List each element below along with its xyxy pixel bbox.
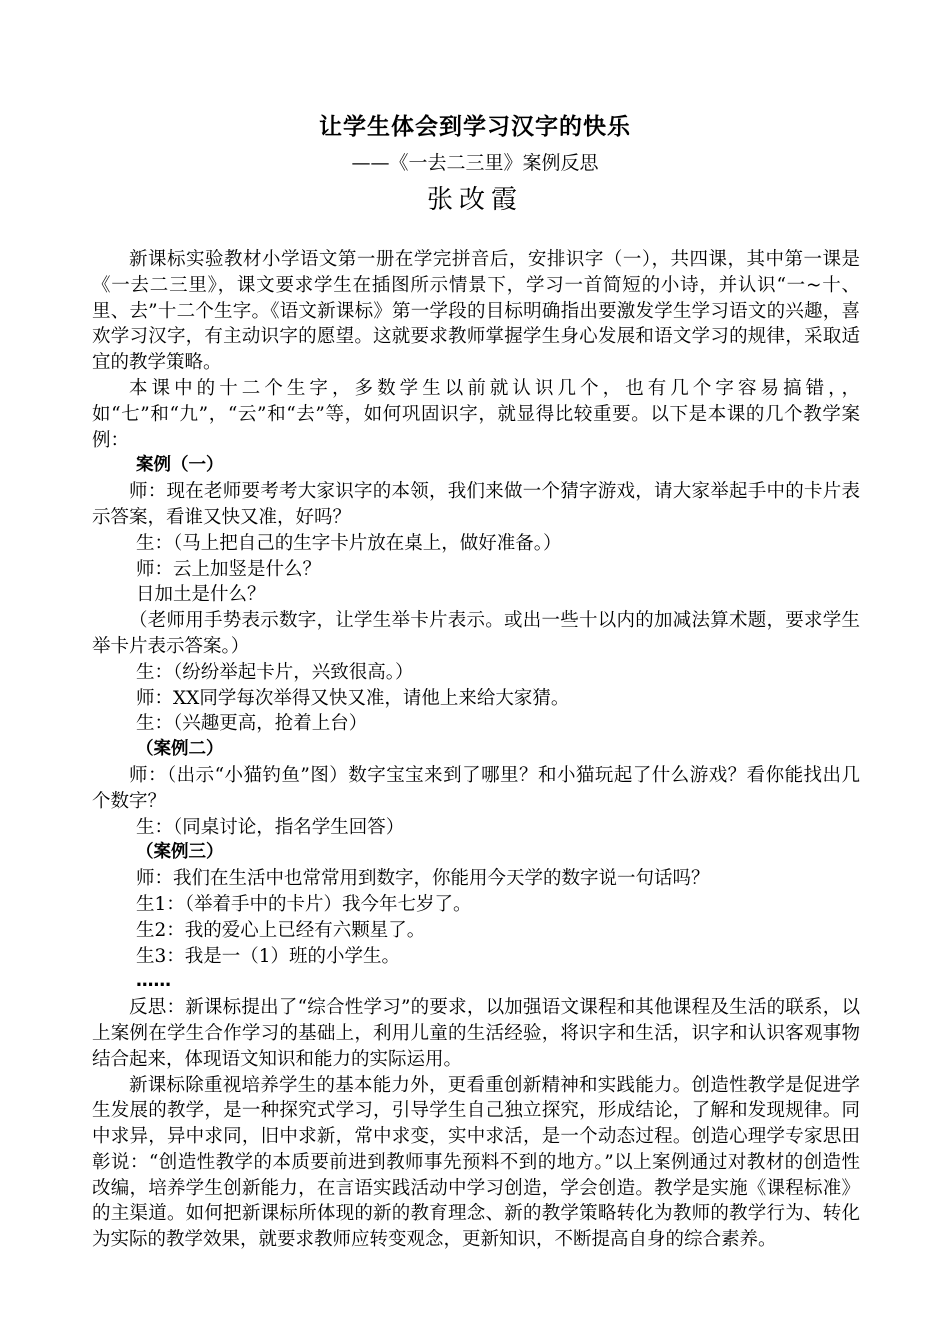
dialogue-line: 师：我们在生活中也常常用到数字，你能用今天学的数字说一句话吗？ (136, 868, 710, 890)
dialogue-line: 师：现在老师要考考大家识字的本领，我们来做一个猜字游戏，请大家举起手中的卡片表示答案，看谁又快又准，好吗？ (92, 481, 860, 528)
dialogue-line: 师：（出示“小猫钓鱼”图）数字宝宝来到了哪里？和小猫玩起了什么游戏？看你能找出几个数字？ (92, 764, 860, 812)
paragraph-reflection: 反思：新课标提出了“综合性学习”的要求，以加强语文课程和其他课程及生活的联系，以上案例在学生合作学习的基础上，利用儿童的生活经验，将识字和生活，识字和认识客观事物结合起来，体现语文知识和能力的实际运用。 (92, 997, 860, 1070)
dialogue-line: 生：（马上把自己的生字卡片放在桌上，做好准备。） (136, 532, 562, 554)
author-name: 张改霞 (426, 185, 523, 215)
document-body (92, 247, 860, 1253)
case-heading-3: （案例三） (136, 842, 224, 863)
case-heading-2: （案例二） (136, 739, 224, 760)
dialogue-line: 生3：我是一（1）班的小学生。 (136, 945, 401, 967)
dialogue-line: 生1：（举着手中的卡片）我今年七岁了。 (136, 893, 472, 915)
dialogue-line: 生：（兴趣更高，抢着上台） (136, 713, 368, 735)
paragraph-context: 本课中的十二个生字，多数学生以前就认识几个，也有几个字容易搞错，，如“七”和“九”，“云”和“去”等，如何巩固识字，就显得比较重要。以下是本课的几个教学案例： (92, 377, 860, 451)
document-title: 让学生体会到学习汉字的快乐 (319, 114, 631, 140)
paragraph-conclusion: 新课标除重视培养学生的基本能力外，更看重创新精神和实践能力。创造性教学是促进学生发展的教学，是一种探究式学习，引导学生自己独立探究，形成结论，了解和发现规律。同中求异，异中求同，旧中求新，常中求变，实中求活，是一个动态过程。创造心理学专家思田彰说：“创造性教学的本质要前进到教师事先预料不到的地方。”以上案例通过对教材的创造性改编，培养学生创新能力，在言语实践活动中学习创造，学会创造。教学是实施《课程标准》的主渠道。如何把新课标所体现的新的教育理念、新的教学策略转化为教师的教学行为、转化为实际的教学效果，就要求教师应转变观念，更新知识，不断提高自身的综合素养。 (92, 1074, 860, 1251)
document-subtitle: ——《一去二三里》案例反思 (351, 152, 599, 174)
dialogue-line: 日加土是什么？ (136, 584, 266, 606)
case-heading-1: 案例（一） (136, 455, 224, 476)
ellipsis: …… (136, 971, 171, 992)
dialogue-line: 师：XX同学每次举得又快又准，请他上来给大家猜。 (136, 687, 570, 709)
dialogue-line: 师：云上加竖是什么？ (136, 558, 322, 580)
paragraph-intro: 新课标实验教材小学语文第一册在学完拼音后，安排识字（一），共四课，其中第一课是《一去二三里》，课文要求学生在插图所示情景下，学习一首简短的小诗，并认识“一~十、里、去”十二个生字。《语文新课标》第一学段的目标明确指出要激发学生学习语文的兴趣，喜欢学习汉字，有主动识字的愿望。这就要求教师掌握学生身心发展和语文学习的规律，采取适宜的教学策略。 (92, 249, 860, 374)
dialogue-line: 生2：我的爱心上已经有六颗星了。 (136, 919, 426, 941)
dialogue-line: （老师用手势表示数字，让学生举卡片表示。或出一些十以内的加减法算术题，要求学生举卡片表示答案。） (92, 610, 860, 657)
dialogue-line: 生：（同桌讨论，指名学生回答） (136, 816, 405, 838)
dialogue-line: 生：（纷纷举起卡片，兴致很高。） (136, 661, 414, 683)
